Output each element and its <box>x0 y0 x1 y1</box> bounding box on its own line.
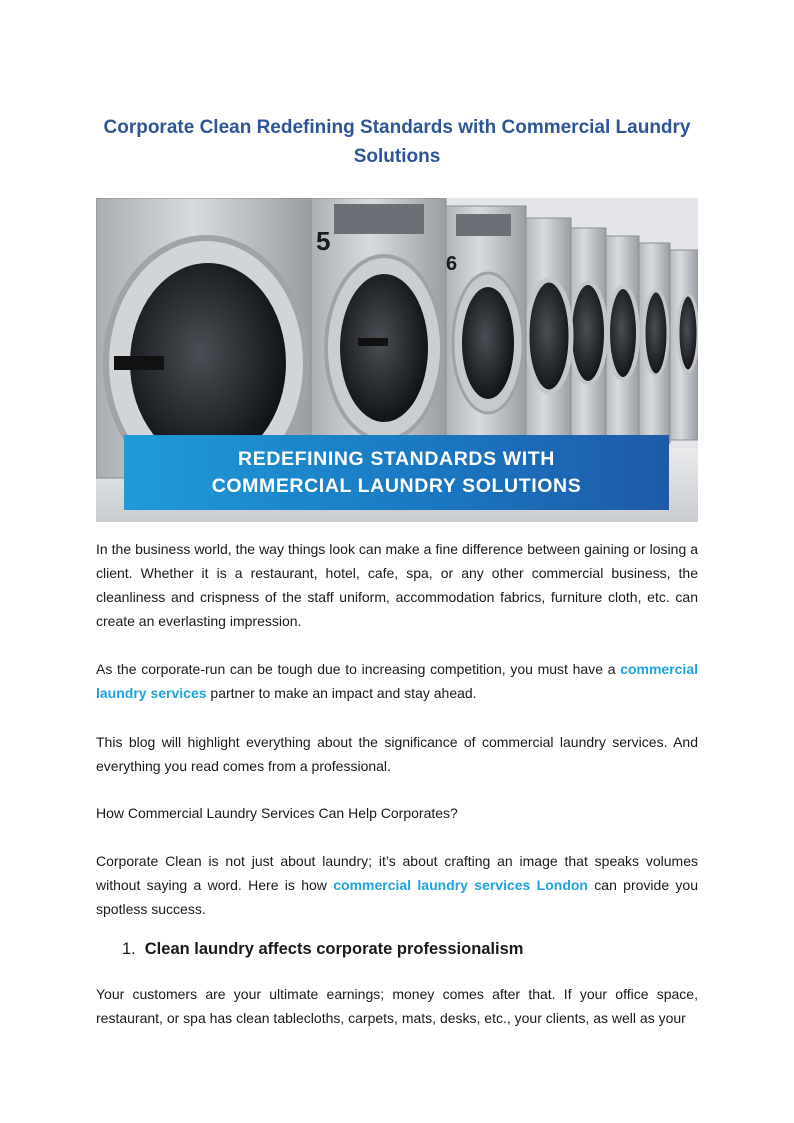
commercial-laundry-services-london-link[interactable]: commercial laundry services London <box>333 877 588 893</box>
paragraph-customers: Your customers are your ultimate earnings; money comes after that. If your office space, restaurant, or spa has clean tablecloths, carpets, mats, desks, etc., your clients, as well as your <box>96 986 698 1026</box>
section-question: How Commercial Laundry Services Can Help Corporates? <box>96 805 458 821</box>
hero-banner <box>124 435 669 510</box>
paragraph-competition-text-2: partner to make an impact and stay ahead. <box>206 685 477 701</box>
machine-far <box>521 218 698 454</box>
paragraph-competition-text-1: As the corporate-run can be tough due to increasing competition, you must have a <box>96 661 621 677</box>
banner-line-1: REDEFINING STANDARDS WITH <box>238 447 555 470</box>
machine-number-5: 5 <box>316 226 331 256</box>
machine-5 <box>308 198 457 466</box>
machine-6 <box>441 206 526 460</box>
page-title: Corporate Clean Redefining Standards with Commercial Laundry Solutions <box>103 117 691 167</box>
banner-line-2: COMMERCIAL LAUNDRY SOLUTIONS <box>211 474 582 497</box>
list-heading-text: Clean laundry affects corporate professionalism <box>144 940 524 958</box>
paragraph-intro: In the business world, the way things look can make a fine difference between gaining or losing a client. Whether it is a restaurant, hotel, cafe, spa, or any other commercial business, the cleanliness and crispness of the staff uniform, accommodation fabrics, furniture cloth, etc. can create an everlasting impression. <box>96 541 698 629</box>
list-heading-1 <box>122 937 523 961</box>
paragraph-competition <box>96 657 698 705</box>
commercial-laundry-services-link[interactable]: commercial laundry services <box>96 661 698 701</box>
paragraph-corporate-clean <box>96 849 698 921</box>
paragraph-blog-intro: This blog will highlight everything about the significance of commercial laundry services. And everything you read comes from a professional. <box>96 734 698 774</box>
hero-image <box>96 198 698 522</box>
machine-number-6: 6 <box>446 253 458 275</box>
list-number: 1. <box>122 940 136 958</box>
paragraph-corporate-clean-text-1: Corporate Clean is not just about laundry; it’s about crafting an image that speaks volumes without saying a word. Here is how <box>96 853 698 893</box>
paragraph-corporate-clean-text-2: can provide you spotless success. <box>96 877 698 917</box>
